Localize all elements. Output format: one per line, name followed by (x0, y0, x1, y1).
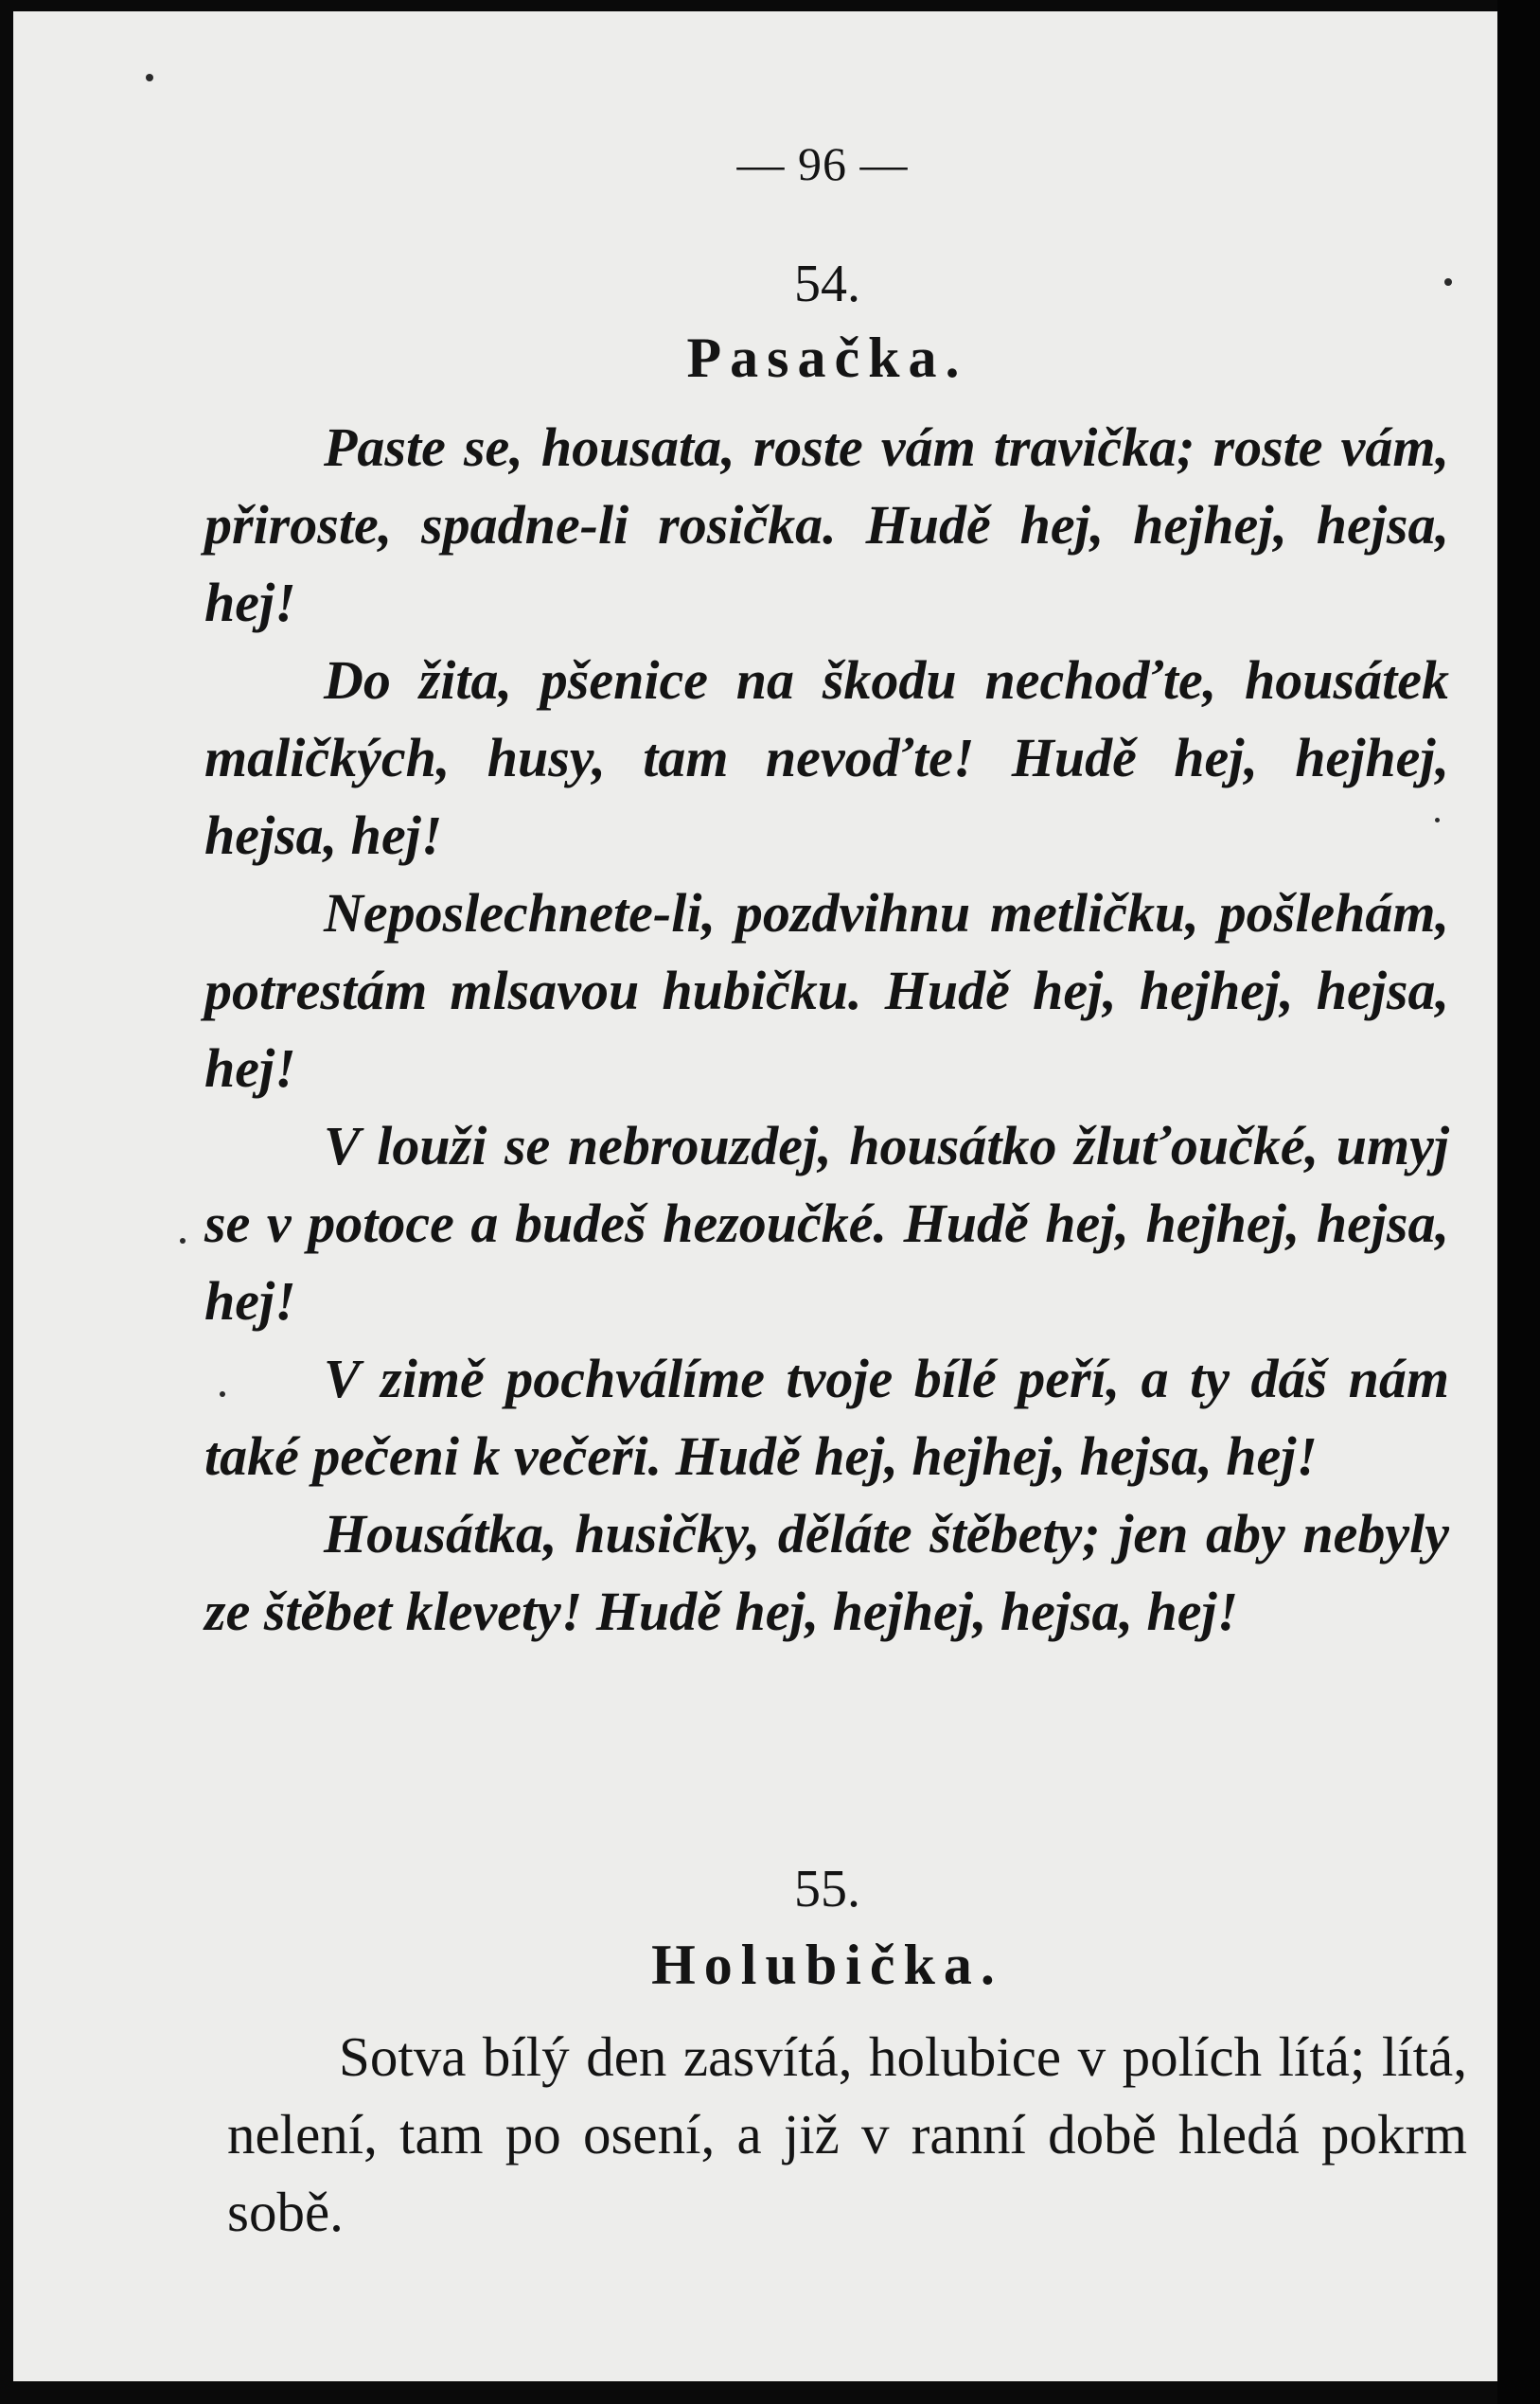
stanza: Neposlechnete-li, pozdvihnu metličku, pošlehám, potrestám mlsavou hubičku. Hudě hej, hejhej, hejsa, hej! (204, 882, 1449, 1099)
stanza: Do žita, pšenice na škodu nechoďte, housátek maličkých, husy, tam nevoďte! Hudě hej, hejhej, hejsa, hej! (204, 649, 1449, 866)
poem-text (204, 409, 1449, 1651)
section-number: 55. (794, 1860, 860, 1918)
stanza: Paste se, housata, roste vám travička; roste vám, přiroste, spadne-li rosička. Hudě hej, hejhej, hejsa, hej! (204, 416, 1449, 633)
poem-text (227, 2018, 1467, 2251)
page-edge-shadow (1497, 0, 1540, 2404)
stanza: V louži se nebrouzdej, housátko žluťoučké, umyj se v potoce a budeš hezoučké. Hudě hej, hejhej, hejsa, hej! (204, 1115, 1449, 1332)
book-page (13, 11, 1497, 2381)
section-number: 54. (794, 255, 860, 313)
ink-speck (180, 1238, 186, 1244)
section-title: Pasačka. (686, 327, 968, 389)
stanza: Housátka, husičky, děláte štěbety; jen aby nebyly ze štěbet klevety! Hudě hej, hejhej, hejsa, hej! (204, 1503, 1449, 1642)
section-title: Holubička. (651, 1934, 1003, 1996)
ink-speck (146, 74, 153, 81)
page-number: — 96 — (736, 137, 909, 190)
paragraph: Sotva bílý den zasvítá, holubice v polích lítá; lítá, nelení, tam po osení, a již v ranní době hledá pokrm sobě. (227, 2025, 1467, 2243)
stanza: V zimě pochválíme tvoje bílé peří, a ty dáš nám také pečeni k večeři. Hudě hej, hejhej, hejsa, hej! (204, 1348, 1449, 1487)
